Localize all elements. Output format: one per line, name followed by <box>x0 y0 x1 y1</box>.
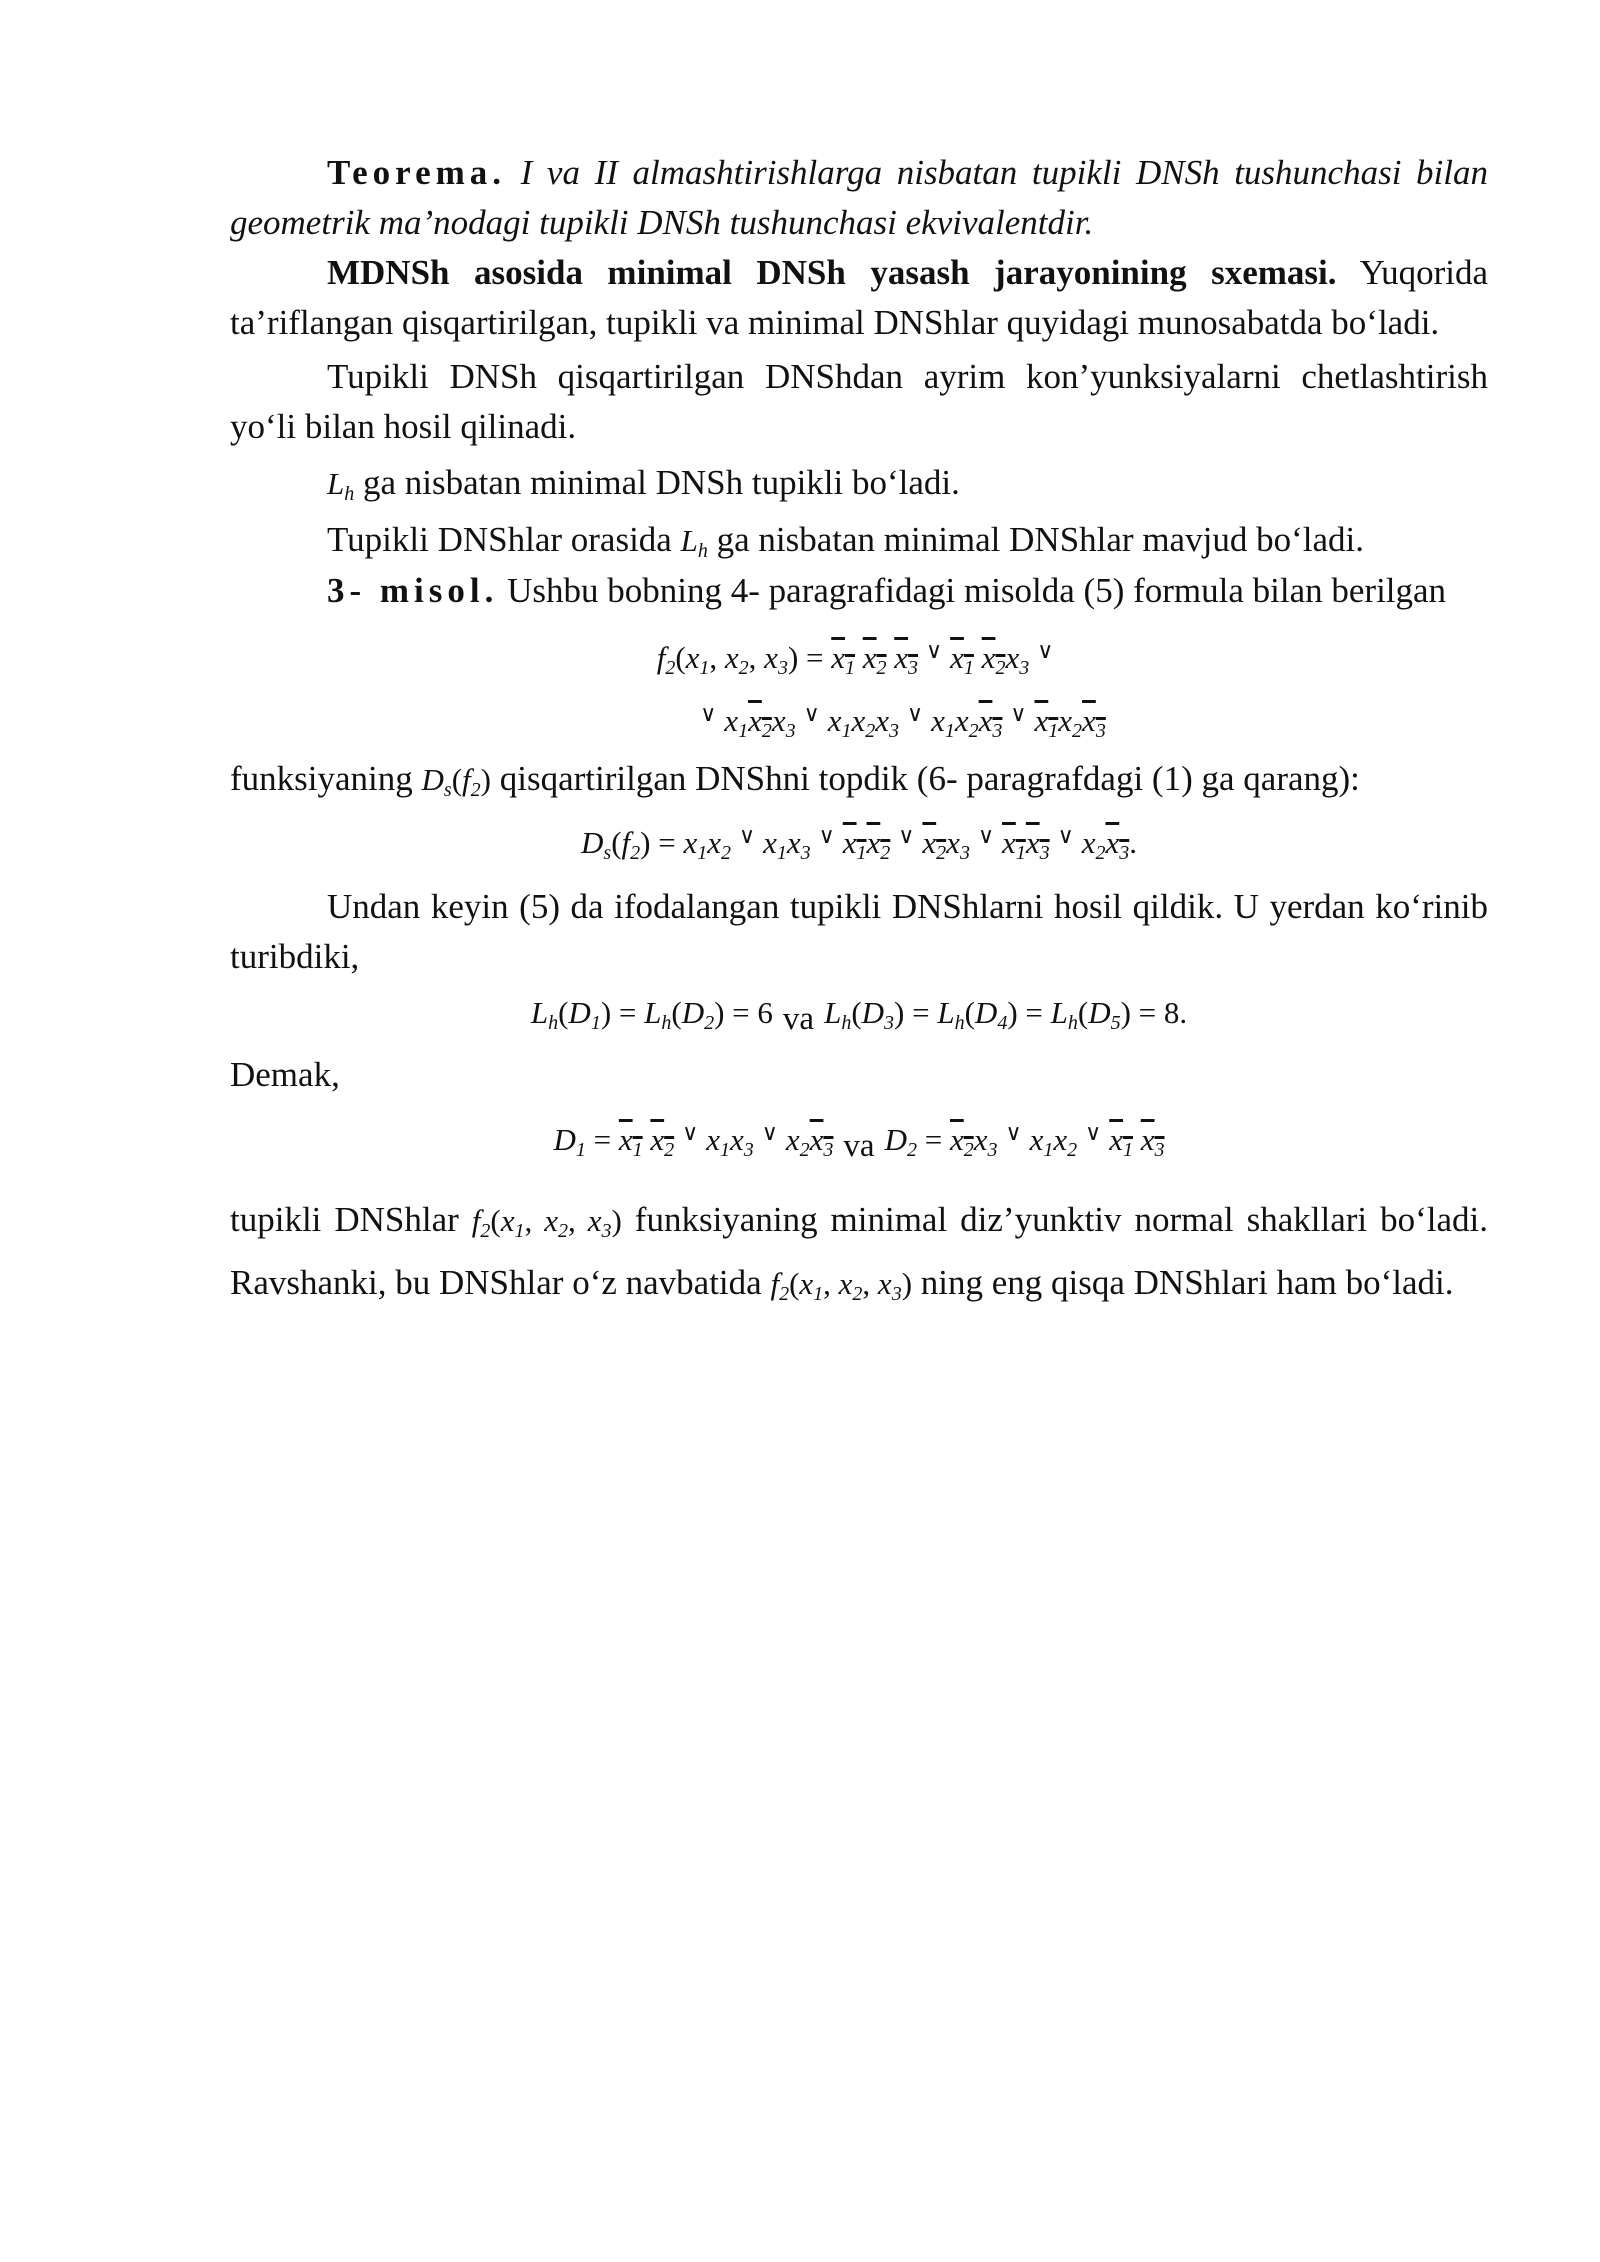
tupikli-dnshlar-paragraph: tupikli DNShlar $f_2(x_1$, $x_2$, $x_3$) funksiyaning minimal diz’yunktiv normal shakllari bo‘ladi. Ravshanki, bu DNShlar o‘z navbatida $f_2(x_1$, $x_2$, $x_3$) ning eng qisqa DNShlari ham bo‘ladi. <box>230 1200 1489 1305</box>
lh-symbol: $L_h$ <box>327 466 355 505</box>
f2-symbol-2: $f_2(x_1$, $x_2$, $x_3$) <box>770 1266 913 1305</box>
theorem-text: I va II almashtirishlarga nisbatan tupikli DNSh tushunchasi bilan geometrik ma’nodagi tupikli DNSh tushunchasi ekvivalentdir. <box>230 153 1489 242</box>
formula-ds-f2: $D_s(f_2) = x_1x_2^\vee$ $x_1x_3^\vee$ $x_1x_2^\vee$ $x_2x_3^\vee$ $x_1x_3^\vee$ $x_2x_3$. <box>581 823 1137 864</box>
formula-f2-line1: $f_2(x_1$, $x_2$, $x_3) = x_1$ $x_2$ $x_3^\vee$ $x_1$ $x_2x_3^\vee$ <box>656 638 1054 679</box>
undan-keyin-paragraph: Undan keyin (5) da ifodalangan tupikli DNShlarni hosil qildik. U yerdan ko‘rinib turibdiki, <box>230 887 1488 976</box>
demak-paragraph: Demak, <box>230 1055 340 1094</box>
example-label: 3- misol. <box>327 571 499 610</box>
lh-symbol-2: $L_h$ <box>680 523 708 562</box>
formula-f2-line2: ∨ $x_1x_2x_3^\vee$ $x_1x_2x_3^\vee$ $x_1x_2x_3^\vee$ $x_1x_2x_3$ <box>700 701 1106 742</box>
example-paragraph <box>230 566 1488 616</box>
f2-symbol: $f_2(x_1$, $x_2$, $x_3$) <box>471 1203 622 1242</box>
ds-f2-symbol: $D_s(f_2)$ <box>421 762 491 801</box>
tupikli-orasida-paragraph: Tupikli DNShlar orasida $L_h$ ga nisbatan minimal DNShlar mavjud bo‘ladi. <box>327 520 1364 562</box>
theorem-paragraph <box>230 148 1488 248</box>
formula-lh-values: $L_h(D_1) = L_h(D_2) = 6$ va $L_h(D_3) = L_h(D_4) = L_h(D_5) = 8$. <box>530 995 1188 1037</box>
funksiyaning-paragraph: funksiyaning $D_s(f_2)$ qisqartirilgan DNShni topdik (6- paragrafdagi (1) ga qarang): <box>230 759 1360 801</box>
scheme-paragraph <box>230 248 1488 348</box>
lh-minimal-paragraph <box>230 458 1488 509</box>
tupikli-paragraph <box>230 352 1488 452</box>
document-page <box>230 148 1488 1315</box>
example-text: Ushbu bobning 4- paragrafidagi misolda (5) formula bilan berilgan <box>498 571 1447 610</box>
scheme-heading: MDNSh asosida minimal DNSh yasash jarayonining sxemasi. <box>327 253 1337 292</box>
scheme-text: Yuqorida ta’riflangan qisqartirilgan, tupikli va minimal DNShlar quyidagi munosabatda bo‘ladi. <box>230 253 1488 342</box>
formula-d1-d2: $D_1 = x_1$ $x_2^\vee$ $x_1x_3^\vee$ $x_2x_3$ va $D_2 = x_2x_3^\vee$ $x_1x_2^\vee$ $x_1$ $x_3$ <box>553 1120 1165 1164</box>
tupikli-text: Tupikli DNSh qisqartirilgan DNShdan ayrim kon’yunksiyalarni chetlashtirish yo‘li bilan hosil qilinadi. <box>230 357 1488 446</box>
lh-minimal-text: ga nisbatan minimal DNSh tupikli bo‘ladi. <box>354 463 960 502</box>
theorem-label: Teorema. <box>327 153 507 192</box>
